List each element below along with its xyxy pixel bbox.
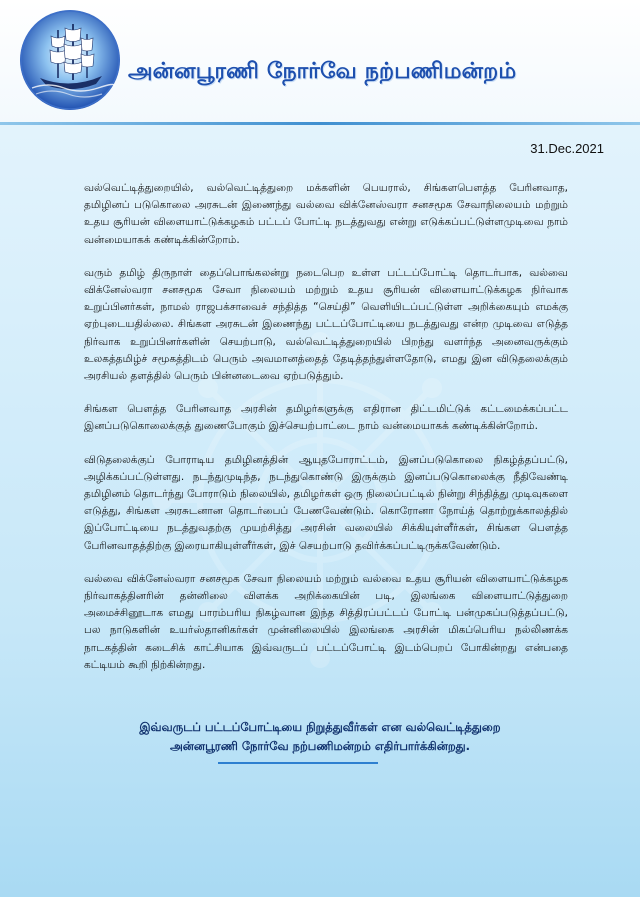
paragraph-2: வரும் தமிழ் திருநாள் தைப்பொங்கலன்று நடைபெற உள்ள பட்டப்போட்டி தொடர்பாக, வல்வை விக்னேஸ்வரா சனசமூக சேவா நிலையம் மற்றும் உதய சூரியன் விளையாட்டுக்கழக நிர்வாக உறுப்பினர்கள், நாமல் ராஜபக்சாவைச் சந்தித்த “செய்தி” வெளியிடப்பட்டுள்ள அறிக்கையும் எமக்கு ஏற்புடையதில்லை. சிங்கள அரசுடன் இணைந்து பட்டப்போட்டியை நடத்துவது என்ற முடிவை எடுத்த நிர்வாக உறுப்பினர்களின் செயற்பாடு, வல்வெட்டித்துறையில் பிறந்து வளர்ந்த அனைவருக்கும் உலகத்தமிழ்ச் சமூகத்திடம் பெரும் அவமானத்தைத் தேடித்தந்துள்ளதோடு, எமது இன விடுதலைக்கும் அரசியல் தளத்தில் பெரும் பின்னடைவை ஏற்படுத்தும். — [84, 266, 568, 383]
paragraph-4: விடுதலைக்குப் போராடிய தமிழினத்தின் ஆயுதபோராட்டம், இனப்படுகொலை நிகழ்த்தப்பட்டு, அழிக்கப்பட்டுள்ளது. நடந்துமுடிந்த, நடந்துகொண்டு இருக்கும் இனப்படுகொலைக்கு நீதிவேண்டி தமிழினம் தொடர்ந்து போராடும் நிலையில், தமிழர்கள் ஒரு நிலைப்பட்டில் நின்று சிந்தித்து முடிவுகளை எடுத்து, சிங்கள அரசுடனான தொடர்பைப் பேணவேண்டும். கொரோனா நோய்த் தொற்றுக்காலத்தில் இப்போட்டியை நடத்துவதற்கு முயற்சித்து அரசின் வலையில் சிக்கியுள்ளீர்கள், சிங்கள பௌத்த பேரினவாதத்திற்கு இரையாகியுள்ளீர்கள், இச் செயற்பாடு தவிர்க்கப்பட்டிருக்கவேண்டும். — [84, 453, 568, 552]
letter-date: 31.Dec.2021 — [530, 141, 604, 156]
closing-statement — [60, 718, 580, 756]
letter-body — [84, 180, 568, 690]
paragraph-3: சிங்கள பௌத்த பேரினவாத அரசின் தமிழர்களுக்கு எதிரான திட்டமிட்டுக் கட்டமைக்கப்பட்ட இனப்படுகொலைக்குத் துணைபோகும் இச்செயற்பாட்டை நாம் வன்மையாகக் கண்டிக்கின்றோம். — [84, 403, 568, 433]
closing-line-1: இவ்வருடப் பட்டப்போட்டியை நிறுத்துவீர்கள் என வல்வெட்டித்துறை — [139, 720, 501, 734]
closing-underline — [218, 762, 378, 764]
letterhead-divider — [0, 122, 640, 125]
organization-name: அன்னபூரணி நோர்வே நற்பணிமன்றம் — [128, 58, 517, 84]
paragraph-1: வல்வெட்டித்துறையில், வல்வெட்டித்துறை மக்களின் பெயரால், சிங்களபௌத்த பேரினவாத, தமிழினப் படுகொலை அரசுடன் இணைந்து வல்வை விக்னேஸ்வரா சனசமூக சேவாநிலையம் மற்றும் உதய சூரியன் விளையாட்டுக்கழகம் பட்டப் போட்டி நடத்துவது என்று எடுக்கப்பட்டுள்ளமுடிவை நாம் வன்மையாகக் கண்டிக்கின்றோம். — [84, 182, 568, 246]
ship-logo-icon — [18, 8, 122, 112]
closing-line-2: அன்னபூரணி நோர்வே நற்பணிமன்றம் எதிர்பார்க்கின்றது. — [169, 739, 471, 753]
paragraph-5: வல்வை விக்னேஸ்வரா சனசமூக சேவா நிலையம் மற்றும் வல்வை உதய சூரியன் விளையாட்டுக்கழக நிர்வாகத்தினரின் தன்னிலை விளக்க அறிக்கையின் படி, இலங்கை விளையாட்டுத்துறை அமைச்சினூடாக எமது பாரம்பரிய நிகழ்வான இந்த சித்திரப்பட்டப் போட்டி பன்முகப்படுத்தப்பட்டு, பல நாடுகளின் உயர்ஸ்தானிகர்கள் முன்னிலையில் இலங்கை அரசின் மிகப்பெரிய நல்லிணக்க நாடகத்தின் கடைசிக் காட்சியாக இவ்வருடப் பட்டப்போட்டி இடம்பெறப் போகின்றது என்பதை கட்டியம் கூறி நிற்கின்றது. — [84, 572, 568, 671]
